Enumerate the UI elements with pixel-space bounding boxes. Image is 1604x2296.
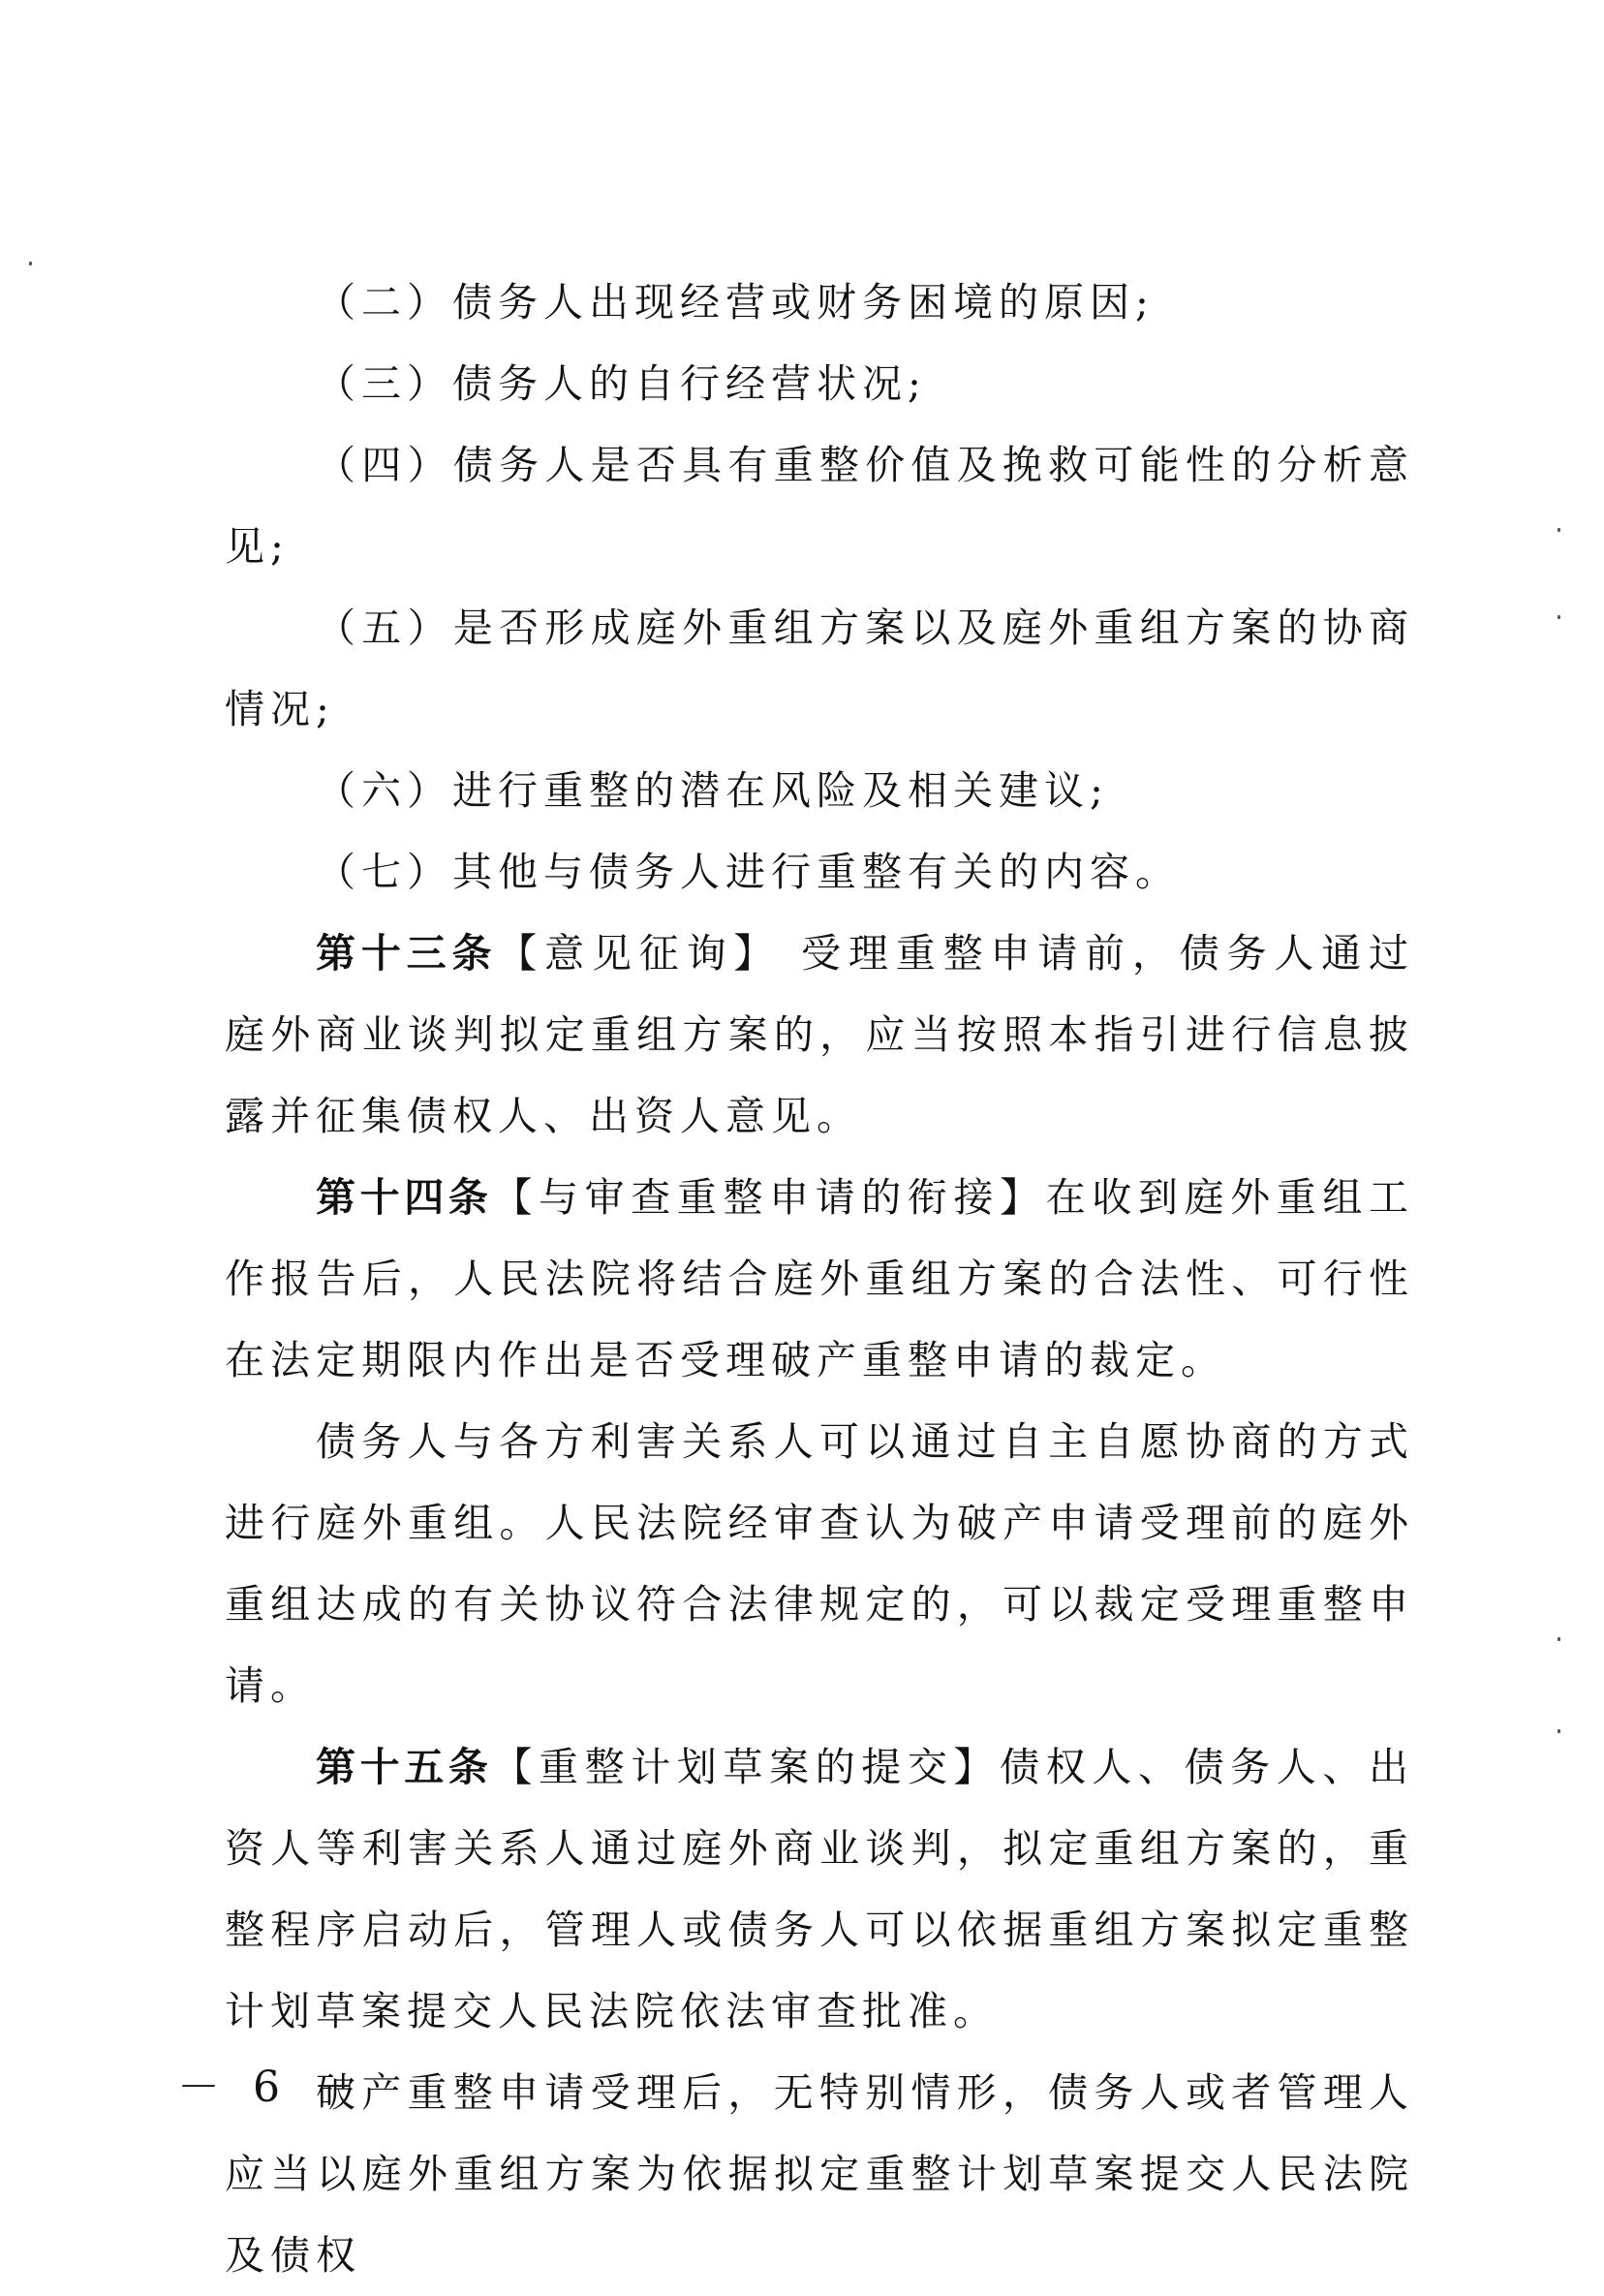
list-item: （三）债务人的自行经营状况; [316,360,927,407]
article-13-title: 第十三条 [316,930,498,977]
article-13-heading: 【意见征询】 [497,930,782,977]
article-14-title: 第十四条 [316,1174,493,1221]
article-14-heading: 【与审查重整申请的衔接】 [492,1174,1046,1221]
list-item: （五）是否形成庭外重组方案以及庭外重组方案的协商情况; [225,605,1414,732]
scan-speck [1558,528,1560,532]
article-14 [225,1157,1414,1401]
scan-speck [1558,1729,1560,1733]
article-15 [225,1726,1414,2052]
scan-speck [29,262,32,265]
list-item: （二）债务人出现经营或财务困境的原因; [316,279,1155,326]
article-14-text: 在收到庭外重组工作报告后，人民法院将结合庭外重组方案的合法性、可行性在法定期限内作出是否受理破产重整申请的裁定。 [225,1174,1415,1383]
list-item: （四）债务人是否具有重整价值及挽救可能性的分析意见; [225,442,1414,570]
scan-speck [1558,615,1560,619]
list-item: （六）进行重整的潜在风险及相关建议; [316,767,1109,814]
article-15-paragraph-2: 破产重整申请受理后，无特别情形，债务人或者管理人应当以庭外重组方案为依据拟定重整计划草案提交人民法院及债权 [225,2069,1414,2279]
article-13-text: 受理重整申请前，债务人通过庭外商业谈判拟定重组方案的，应当按照本指引进行信息披露并征集债权人、出资人意见。 [225,930,1414,1139]
scan-speck [1558,1637,1560,1641]
page-number: － 6 － [177,2063,365,2112]
list-item: （七）其他与债务人进行重整有关的内容。 [316,849,1181,895]
article-14-paragraph-2: 债务人与各方利害关系人可以通过自主自愿协商的方式进行庭外重组。人民法院经审查认为破产申请受理前的庭外重组达成的有关协议符合法律规定的，可以裁定受理重整申请。 [225,1418,1414,1709]
article-15-text: 债权人、债务人、出资人等利害关系人通过庭外商业谈判，拟定重组方案的，重整程序启动后，管理人或债务人可以依据重组方案拟定重整计划草案提交人民法院依法审查批准。 [225,1744,1415,2034]
document-body [225,262,1414,2296]
article-15-title: 第十五条 [316,1744,493,1790]
article-13 [225,913,1414,1157]
article-15-heading: 【重整计划草案的提交】 [492,1744,1001,1790]
